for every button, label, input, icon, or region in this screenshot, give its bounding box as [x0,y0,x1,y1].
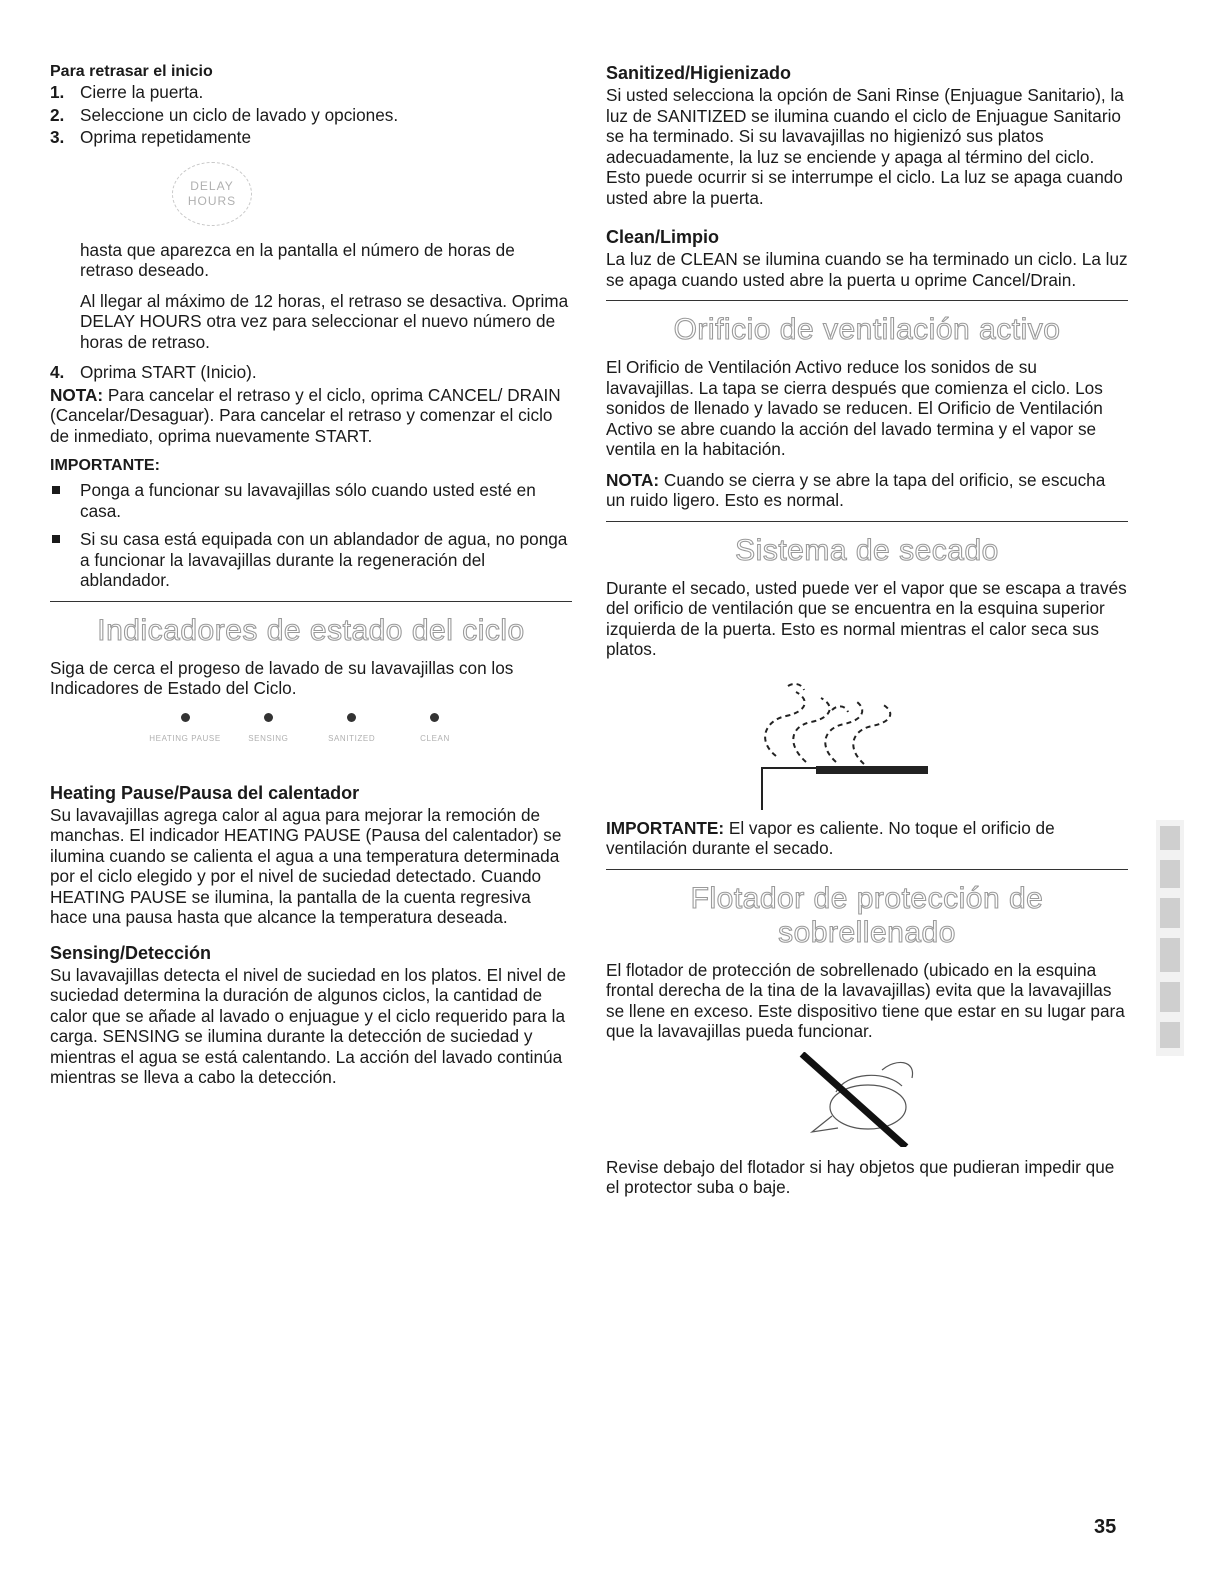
step-4 [50,362,572,383]
delay-steps-list [50,82,572,148]
left-column [50,62,572,1098]
indicator-heating-pause [150,713,220,744]
step-text: Oprima repetidamente [80,127,252,147]
drying-text: Durante el secado, usted puede ver el vapor que se escapa a través del orificio de ventilación que se encuentra en la esquina superior izquierda de la puerta. Esto es normal mientras el calor seca sus platos. [606,577,1127,659]
section-divider [606,300,1128,301]
bullet-item [50,480,572,521]
right-column [606,62,1128,1208]
important-bullets [50,480,572,591]
sensing-heading: Sensing/Detección [50,942,212,963]
bullet-square-icon [52,535,60,543]
vent-text: El Orificio de Ventilación Activo reduce los sonidos de su lavavajillas. La tapa se cierra después que comienza el ciclo. Los sonidos de llenado y lavado se reducen. El Orificio de Ventilación Activo se abre cuando la acción del lavado termina y el vapor se ventila en la habitación. [606,357,1103,459]
step-number: 4. [50,362,65,382]
indicator-label: SENSING [248,733,289,743]
indicator-sensing [233,713,303,744]
indicator-light-icon [264,713,273,722]
indicator-light-icon [181,713,190,722]
side-tab-mark-decoration [1152,820,1188,1056]
bullet-square-icon [52,486,60,494]
step-4-list [50,362,572,383]
important-label: IMPORTANTE: [606,817,725,838]
heating-pause-heading: Heating Pause/Pausa del calentador [50,782,360,803]
section-divider [606,869,1128,870]
clean-heading: Clean/Limpio [606,227,720,247]
bullet-text: Si su casa está equipada con un ablandador de agua, no ponga a funcionar la lavavajillas durante la regeneración del ablandador. [80,529,568,590]
delay-button-line1: DELAY [190,178,234,193]
delay-note [50,385,572,447]
float-check-text: Revise debajo del flotador si hay objetos que pudieran impedir que el protector suba o baje. [606,1156,1115,1197]
vent-section-title: Orificio de ventilación activo [673,313,1061,346]
float-title-line2: sobrellenado [778,915,956,949]
sanitized-text: Si usted selecciona la opción de Sani Rinse (Enjuague Sanitario), la luz de SANITIZED se ilumina cuando el ciclo de Enjuague Sanitario se ha terminado. Si su lavavajillas no higienizó sus platos adecuadamente, la luz se enciende y apaga al término del ciclo. Esto puede ocurrir si se interrumpe el ciclo. La luz se apaga cuando usted abre la puerta. [606,85,1124,208]
bullet-item [50,529,572,591]
step-number: 2. [50,104,65,125]
indicator-light-icon [430,713,439,722]
steam-vent-illustration [606,670,1128,810]
delay-start-heading: Para retrasar el inicio [50,63,213,80]
step-number: 3. [50,127,65,147]
indicator-sanitized [317,713,387,744]
section-divider [50,601,572,602]
page-number: 35 [1094,1516,1117,1538]
heating-pause-text: Su lavavajillas agrega calor al agua para mejorar la remoción de manchas. El indicador HEATING PAUSE (Pausa del calentador) se ilumina cuando se calienta el agua a una temperatura determinada por el ciclo elegido y por el nivel de suciedad detectado. Cuando HEATING PAUSE se ilumina, la pantalla de la cuenta regresiva hace una pausa hasta que alcance la temperatura deseada. [50,804,562,927]
step-text: Oprima START (Inicio). [80,362,257,382]
indicator-clean [400,713,470,744]
indicator-label: HEATING PAUSE [149,733,221,743]
delay-hours-button-illustration [172,162,252,226]
note-label: NOTA: [606,469,660,490]
overfill-float-illustration [606,1052,1128,1147]
indicator-label: CLEAN [420,733,450,743]
cycle-status-intro: Siga de cerca el progeso de lavado de su lavavajillas con los Indicadores de Estado del Ciclo. [50,657,514,698]
indicator-light-icon [347,713,356,722]
step3-max-note: Al llegar al máximo de 12 horas, el retraso se desactiva. Oprima DELAY HOURS otra vez para seleccionar el nuevo número de horas de retraso. [80,290,569,352]
step-text: Cierre la puerta. [80,82,204,102]
step-text: Seleccione un ciclo de lavado y opciones. [80,104,399,125]
indicator-label: SANITIZED [328,733,376,743]
delay-button-line2: HOURS [187,193,237,208]
sanitized-heading: Sanitized/Higienizado [606,63,792,83]
section-divider [606,521,1128,522]
step-3 [50,127,572,148]
note-label: NOTA: [50,384,104,405]
vent-note [606,470,1128,511]
float-text: El flotador de protección de sobrellenado (ubicado en la esquina frontal derecha de la tina de la lavavajillas) evita que la lavavajillas se llene en exceso. Este dispositivo tiene que estar en su lugar para que la lavavajillas pueda funcionar. [606,959,1125,1041]
step-number: 1. [50,82,65,102]
drying-important [606,818,1128,859]
drying-section-title: Sistema de secado [735,533,999,567]
important-label: IMPORTANTE: [50,457,160,474]
sensing-text: Su lavavajillas detecta el nivel de suciedad en los platos. El nivel de suciedad determina la duración de algunos ciclos, la cantidad de calor que se añade al lavado o enjuague y el ciclo requerido para la carga. SENSING se ilumina durante la detección de suciedad y mientras el agua se está calentando. La acción del lavado continúa mientras se lleva a cabo la detección. [50,964,566,1087]
float-title-line1: Flotador de protección de [690,881,1044,915]
cycle-status-indicators [150,713,470,744]
step-2 [50,105,572,126]
note-text: Cuando se cierra y se abre la tapa del orificio, se escucha un ruido ligero. Esto es normal. [606,469,1106,510]
clean-text: La luz de CLEAN se ilumina cuando se ha terminado un ciclo. La luz se apaga cuando usted abre la puerta u oprime Cancel/Drain. [606,249,1128,290]
step-1 [50,82,572,103]
bullet-text: Ponga a funcionar su lavavajillas sólo cuando usted esté en casa. [80,480,536,521]
cycle-status-section-title: Indicadores de estado del ciclo [97,613,525,647]
float-section-title [606,882,1128,950]
note-text: Para cancelar el retraso y el ciclo, oprima CANCEL/ DRAIN (Cancelar/Desaguar). Para cancelar el retraso y comenzar el ciclo de inmediato, oprima nuevamente START. [50,384,561,446]
step3-continuation: hasta que aparezca en la pantalla el número de horas de retraso deseado. [80,239,515,280]
important-text: El vapor es caliente. No toque el orificio de ventilación durante el secado. [606,817,1055,858]
